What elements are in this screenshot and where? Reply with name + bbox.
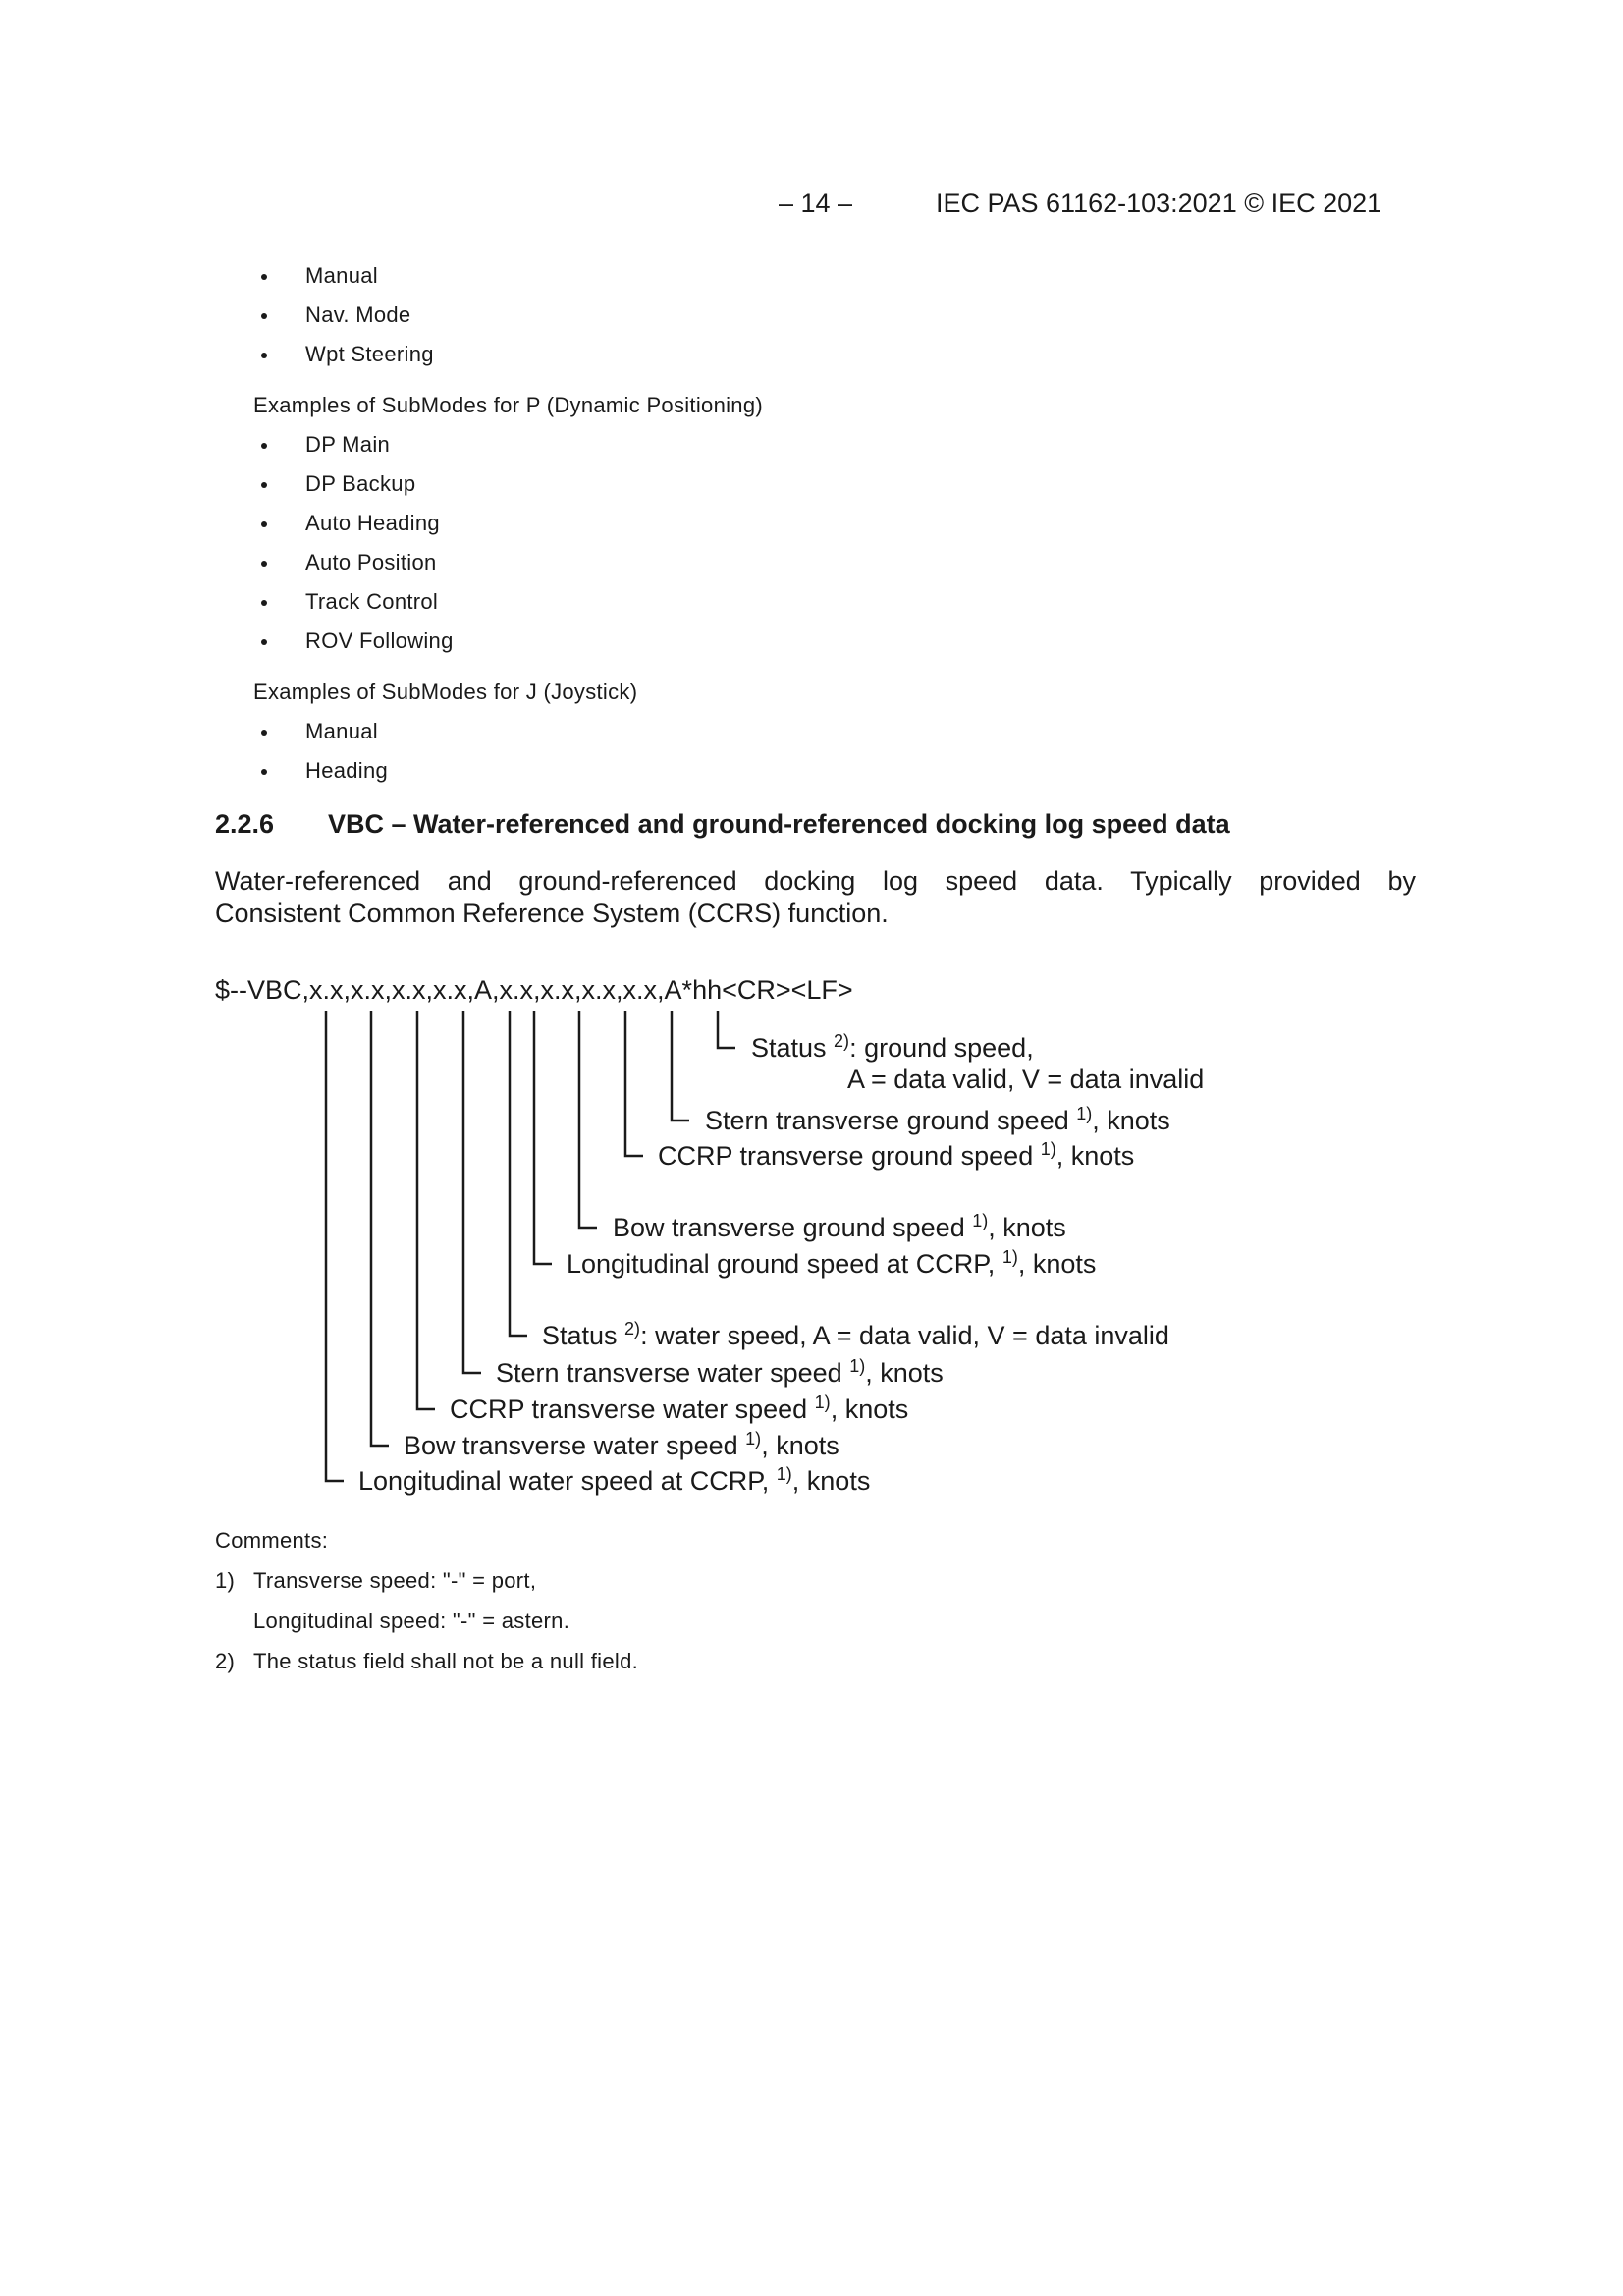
list-item: Track Control [305,589,439,614]
connector-line [534,1011,552,1264]
connector-line [371,1011,389,1446]
sentence-format: $--VBC,x.x,x.x,x.x,x.x,A,x.x,x.x,x.x,x.x,A*hh<CR><LF> [215,975,853,1005]
submodes-j-intro: Examples of SubModes for J (Joystick) [253,680,638,704]
field-label-ground-status: Status $^{2)}$: ground speed, [751,1031,1034,1063]
field-label-stern-ground: Stern transverse ground speed $^{1)}$, knots [705,1104,1170,1135]
section-title: VBC – Water-referenced and ground-referenced docking log speed data [328,809,1230,839]
connector-line [625,1011,643,1156]
document-id: IEC PAS 61162-103:2021 © IEC 2021 [936,189,1382,218]
note-1-line-1: Transverse speed: "-" = port, [253,1568,537,1593]
list-item: Manual [305,263,378,288]
list-item: DP Backup [305,471,416,496]
field-label-bow-water: Bow transverse water speed $^{1)}$, knots [404,1429,839,1460]
note-number: 1) [215,1568,236,1593]
note-2-text: The status field shall not be a null field. [253,1649,639,1673]
connector-line [672,1011,689,1121]
list-item: Heading [305,758,389,783]
note-number: 2) [215,1649,236,1673]
field-label-ccrp-ground: CCRP transverse ground speed $^{1)}$, knots [658,1139,1135,1171]
field-label-bow-ground: Bow transverse ground speed $^{1)}$, knots [613,1211,1066,1242]
paragraph-line: Water-referenced and ground-referenced docking log speed data. Typically provided by [215,866,1416,896]
comments-heading: Comments: [215,1528,329,1553]
list-item: DP Main [305,432,391,457]
field-label-ground-status-values: A = data valid, V = data invalid [847,1065,1205,1094]
connector-line [579,1011,597,1228]
field-label-long-ground: Longitudinal ground speed at CCRP, $^{1)}$, knots [567,1247,1097,1279]
list-item: Wpt Steering [305,342,434,366]
connector-line [510,1011,527,1336]
list-item: Nav. Mode [305,302,411,327]
list-item: Auto Position [305,550,437,574]
note-1-line-2: Longitudinal speed: "-" = astern. [253,1609,570,1633]
field-label-stern-water: Stern transverse water speed $^{1)}$, knots [496,1356,944,1388]
submodes-p-intro: Examples of SubModes for P (Dynamic Positioning) [253,393,763,417]
paragraph-line: Consistent Common Reference System (CCRS) function. [215,899,889,928]
field-label-ccrp-water: CCRP transverse water speed $^{1)}$, knots [450,1393,909,1424]
field-label-long-water: Longitudinal water speed at CCRP, $^{1)}$, knots [358,1464,871,1496]
list-item: Auto Heading [305,511,440,535]
connector-line [718,1011,735,1048]
field-label-water-status: Status $^{2)}$: water speed, A = data valid, V = data invalid [542,1319,1169,1350]
connector-line [326,1011,344,1481]
list-item: ROV Following [305,629,454,653]
section-number: 2.2.6 [215,809,275,839]
connector-line [417,1011,435,1409]
connector-line [463,1011,481,1373]
list-item: Manual [305,719,378,743]
page-number: – 14 – [779,189,853,218]
